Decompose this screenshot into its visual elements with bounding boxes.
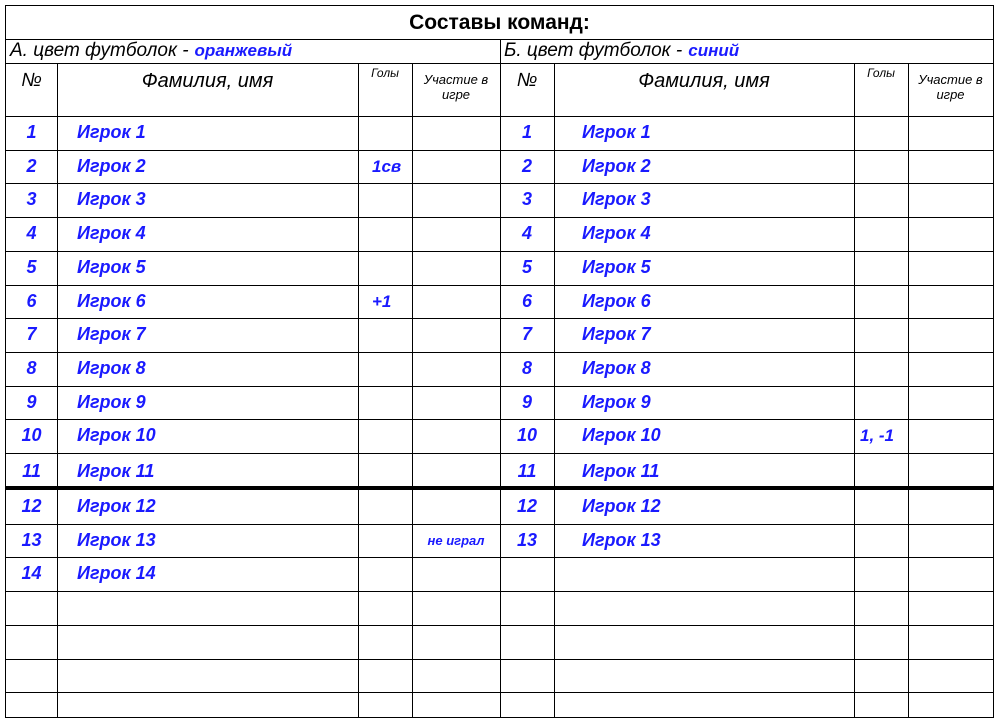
team_a-player-goals <box>358 490 412 524</box>
team_a-player-goals: +1 <box>372 291 392 311</box>
team_b-player-number: 7 <box>521 324 532 345</box>
team-b-header <box>500 39 993 63</box>
team_a-player-number: 9 <box>26 391 37 412</box>
team_b-player-number: 10 <box>516 425 538 446</box>
team_b-player-number: 1 <box>521 122 532 142</box>
team_a-player-goals <box>358 217 412 251</box>
team_a-player-number: 10 <box>21 425 42 446</box>
team_b-player-name: Игрок 12 <box>582 496 661 516</box>
team_a-player-goals <box>358 557 412 591</box>
team_b-player-number: 6 <box>521 290 532 311</box>
team_b-player-number: 5 <box>521 256 532 277</box>
team_a-player-number: 8 <box>26 357 37 378</box>
team_b-player-participation <box>908 386 993 420</box>
team_a-player-number: 5 <box>26 256 37 277</box>
team_b-player-name: Игрок 6 <box>582 290 651 311</box>
team_a-player-participation <box>412 557 500 591</box>
team_a-player-name: Игрок 13 <box>77 529 156 550</box>
team_a-player-name: Игрок 12 <box>77 496 156 516</box>
team_b-player-participation <box>908 217 993 251</box>
team_a-player-participation <box>412 318 500 352</box>
team_b-player-goals <box>854 490 908 524</box>
team-b-label: Б. цвет футболок - <box>504 40 683 61</box>
team_b-player-participation <box>908 183 993 217</box>
team_b-player-goals <box>854 150 908 184</box>
team-split-line <box>500 39 501 63</box>
team_a-player-name: Игрок 5 <box>77 256 146 277</box>
team_b-player-participation <box>908 524 993 558</box>
team_a-player-number: 3 <box>26 189 37 210</box>
team_b-player-goals <box>854 285 908 319</box>
team_b-player-goals <box>854 318 908 352</box>
lineup-sheet <box>5 5 994 718</box>
team_a-player-name: Игрок 9 <box>77 391 146 412</box>
team_a-player-name: Игрок 3 <box>77 189 146 210</box>
team_a-player-name: Игрок 4 <box>77 223 146 244</box>
team_b-player-goals <box>854 453 908 490</box>
team_b-player-participation <box>908 116 993 150</box>
team_b-player-goals: 1, -1 <box>860 426 895 446</box>
team_b-player-name: Игрок 2 <box>582 155 651 176</box>
team_b-player-number: 4 <box>521 223 532 244</box>
team_a-player-number: 12 <box>21 496 42 516</box>
team_a-player-participation <box>412 386 500 420</box>
team_b-player-name: Игрок 5 <box>582 256 651 277</box>
team_a-player-participation: не играл <box>427 532 485 548</box>
team_a-player-goals <box>358 251 412 285</box>
team_b-player-name: Игрок 11 <box>582 461 660 481</box>
team_a-player-name: Игрок 1 <box>77 122 146 142</box>
team_a-player-goals <box>358 352 412 386</box>
team_a-player-name: Игрок 8 <box>77 357 146 378</box>
team_a-player-goals <box>358 453 412 490</box>
team-b-color: синий <box>688 41 740 60</box>
team_a-player-goals <box>358 386 412 420</box>
team_a-player-name: Игрок 10 <box>77 425 156 446</box>
team_b-player-name: Игрок 7 <box>582 324 651 345</box>
team_a-player-number: 13 <box>21 529 42 550</box>
team_b-player-goals <box>854 352 908 386</box>
page-title: Составы команд: <box>409 11 590 34</box>
team_b-player-participation <box>908 490 993 524</box>
team_a-player-participation <box>412 419 500 453</box>
team_b-player-number: 2 <box>521 155 532 176</box>
team_a-player-participation <box>412 352 500 386</box>
team-a-header <box>6 39 500 63</box>
team_a-player-number: 11 <box>22 461 41 481</box>
team_b-player-goals <box>854 183 908 217</box>
team_a-player-number: 14 <box>21 563 42 584</box>
team_b-player-participation <box>908 419 993 453</box>
team_b-player-number: 11 <box>517 461 537 481</box>
team_a-player-goals: 1св <box>372 156 402 176</box>
team_b-player-participation <box>908 318 993 352</box>
team_b-player-number: 9 <box>521 391 532 412</box>
team_b-player-name: Игрок 4 <box>582 223 651 244</box>
team_b-player-participation <box>908 352 993 386</box>
team_a-player-participation <box>412 183 500 217</box>
team_a-player-participation <box>412 217 500 251</box>
team_b-player-name: Игрок 3 <box>582 189 651 210</box>
team_a-player-goals <box>358 524 412 558</box>
team-a-participation-header: Участие в игре <box>423 72 489 102</box>
team_b-player-goals <box>854 251 908 285</box>
team_a-player-goals <box>358 419 412 453</box>
team_a-player-name: Игрок 14 <box>77 563 156 584</box>
team-a-color: оранжевый <box>194 41 293 60</box>
team_b-player-goals <box>854 386 908 420</box>
team_a-player-goals <box>358 183 412 217</box>
team_a-player-participation <box>412 453 500 490</box>
team-a-label: А. цвет футболок - <box>10 40 189 61</box>
team_a-player-participation <box>412 116 500 150</box>
team_a-player-goals <box>358 116 412 150</box>
team_b-player-name: Игрок 9 <box>582 391 651 412</box>
team-b-num-header: № <box>516 70 538 91</box>
team_b-player-number: 8 <box>521 357 532 378</box>
team_b-player-name: Игрок 1 <box>582 122 651 142</box>
team_b-player-goals <box>854 217 908 251</box>
team_a-player-number: 4 <box>26 223 37 244</box>
team-a-name-header: Фамилия, имя <box>141 70 274 92</box>
team_a-player-name: Игрок 2 <box>77 155 146 176</box>
team-b-goals-header: Голы <box>867 66 895 80</box>
team_b-player-participation <box>908 150 993 184</box>
team-b-participation-header: Участие в игре <box>918 72 983 102</box>
team_a-player-name: Игрок 6 <box>77 290 146 311</box>
team_a-player-number: 1 <box>26 122 37 142</box>
team_a-player-goals <box>358 318 412 352</box>
team_b-player-number: 13 <box>516 529 538 550</box>
team_a-player-participation <box>412 490 500 524</box>
team-a-goals-header: Голы <box>371 66 399 80</box>
team_b-player-name: Игрок 13 <box>582 529 661 550</box>
team_a-player-name: Игрок 11 <box>77 461 155 481</box>
team_b-player-name: Игрок 8 <box>582 357 651 378</box>
team_a-player-participation <box>412 285 500 319</box>
team-a-num-header: № <box>21 70 42 91</box>
team_a-player-participation <box>412 251 500 285</box>
team_b-player-goals <box>854 116 908 150</box>
team_b-player-number: 12 <box>516 496 538 516</box>
team_a-player-name: Игрок 7 <box>77 324 146 345</box>
team_b-player-name: Игрок 10 <box>582 425 661 446</box>
team_b-player-participation <box>908 251 993 285</box>
team_b-player-number: 3 <box>521 189 532 210</box>
team-b-name-header: Фамилия, имя <box>638 70 770 92</box>
team_a-player-number: 2 <box>26 155 37 176</box>
team_a-player-number: 6 <box>26 290 37 311</box>
team_b-player-goals <box>854 524 908 558</box>
team_a-player-participation <box>412 150 500 184</box>
team_b-player-participation <box>908 453 993 490</box>
team_b-player-participation <box>908 285 993 319</box>
team_a-player-number: 7 <box>26 324 37 345</box>
